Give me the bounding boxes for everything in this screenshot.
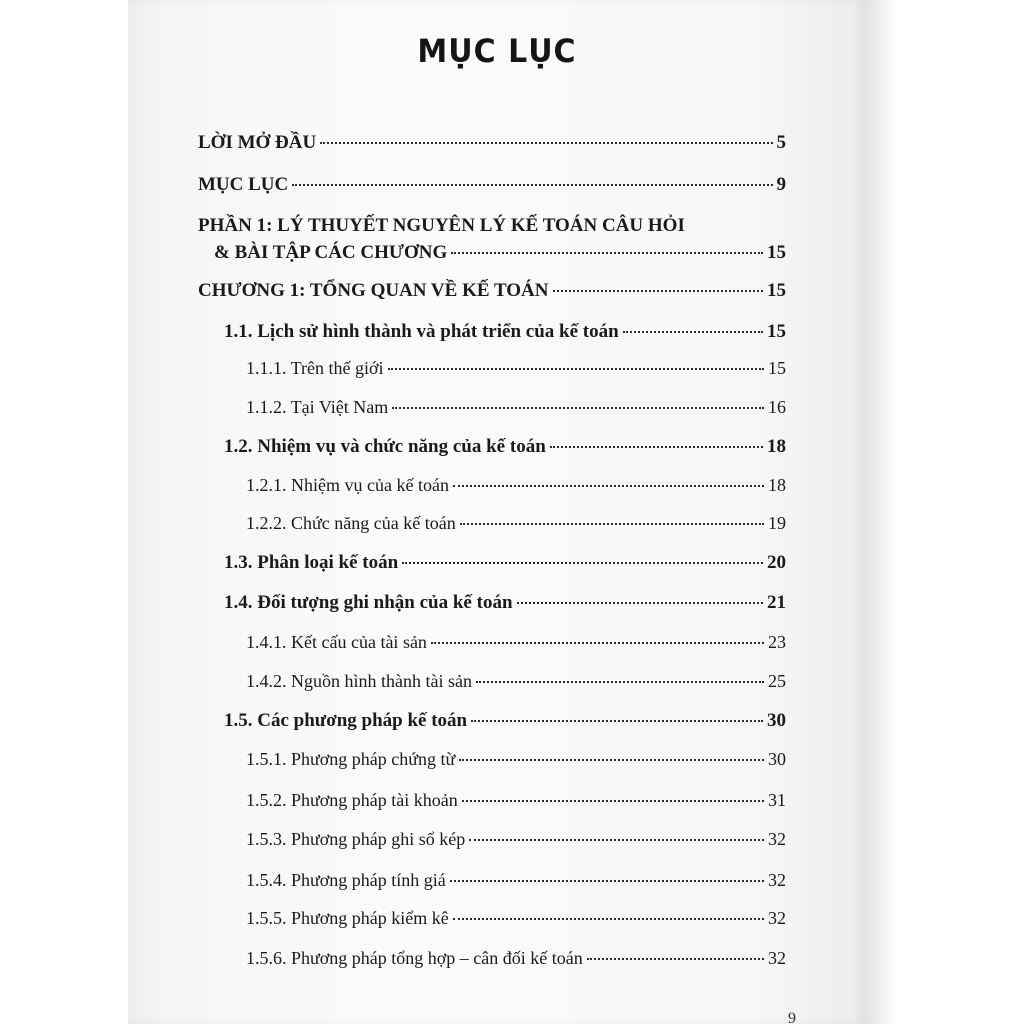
toc-entry-label: 1.5.2. Phương pháp tài khoản xyxy=(246,790,458,810)
dot-leader xyxy=(623,331,763,333)
dot-leader xyxy=(460,523,764,525)
toc-entry-1-5-6 xyxy=(246,948,786,969)
toc-entry-loi-mo-dau xyxy=(198,132,786,154)
dot-leader xyxy=(471,720,763,722)
toc-entry-label: 1.5.1. Phương pháp chứng từ xyxy=(246,749,456,769)
toc-entry-page: 5 xyxy=(776,132,786,153)
toc-entry-label: 1.2.1. Nhiệm vụ của kế toán xyxy=(246,475,449,495)
toc-entry-label: MỤC LỤC xyxy=(198,174,289,195)
toc-entry-label: 1.1.2. Tại Việt Nam xyxy=(246,397,389,417)
dot-leader xyxy=(476,681,764,683)
toc-entry-1-5-3 xyxy=(246,829,786,850)
dot-leader xyxy=(450,880,764,882)
toc-entry-label: 1.4.1. Kết cấu của tài sản xyxy=(246,632,427,652)
toc-entry-1-5-2 xyxy=(246,790,786,811)
toc-entry-label: 1.5.4. Phương pháp tính giá xyxy=(246,870,446,890)
toc-entry-label: LỜI MỞ ĐẦU xyxy=(198,132,317,153)
dot-leader xyxy=(388,368,764,370)
toc-entry-page: 16 xyxy=(768,397,786,417)
toc-entry-page: 18 xyxy=(768,475,786,495)
page-number: 9 xyxy=(788,1010,796,1024)
toc-entry-label: 1.5. Các phương pháp kế toán xyxy=(224,710,468,731)
dot-leader xyxy=(587,958,764,960)
toc-entry-page: 18 xyxy=(767,436,786,457)
dot-leader xyxy=(451,252,763,254)
page-edge-shadow xyxy=(866,0,896,1024)
dot-leader xyxy=(292,184,772,186)
dot-leader xyxy=(402,562,763,564)
toc-entry-1-2-2 xyxy=(246,513,786,534)
toc-entry-1-2-1 xyxy=(246,475,786,496)
toc-entry-muc-luc xyxy=(198,174,786,196)
toc-entry-page: 32 xyxy=(768,829,786,849)
toc-entry-1-3 xyxy=(224,552,786,574)
toc-entry-1-1-2 xyxy=(246,397,786,418)
toc-entry-page: 15 xyxy=(767,321,786,342)
toc-entry-label: 1.5.6. Phương pháp tổng hợp – cân đối kế toán xyxy=(246,948,583,968)
toc-entry-page: 20 xyxy=(767,552,786,573)
dot-leader xyxy=(550,446,763,448)
dot-leader xyxy=(431,642,764,644)
toc-entry-1-2 xyxy=(224,436,786,458)
dot-leader xyxy=(459,759,764,761)
toc-entry-label: 1.1.1. Trên thế giới xyxy=(246,358,384,378)
toc-entry-label: 1.5.3. Phương pháp ghi sổ kép xyxy=(246,829,466,849)
toc-entry-label: 1.4. Đối tượng ghi nhận của kế toán xyxy=(224,592,513,613)
dot-leader xyxy=(462,800,764,802)
toc-entry-chuong-1 xyxy=(198,280,786,302)
toc-entry-page: 15 xyxy=(768,358,786,378)
toc-entry-page: 32 xyxy=(768,870,786,890)
toc-entry-page: 9 xyxy=(776,174,786,195)
dot-leader xyxy=(517,602,763,604)
toc-entry-page: 31 xyxy=(768,790,786,810)
toc-entry-phan-1-line1: PHẦN 1: LÝ THUYẾT NGUYÊN LÝ KẾ TOÁN CÂU HỎI xyxy=(198,215,685,236)
toc-entry-page: 23 xyxy=(768,632,786,652)
toc-entry-label: & BÀI TẬP CÁC CHƯƠNG xyxy=(214,242,448,263)
toc-entry-page: 21 xyxy=(767,592,786,613)
toc-entry-page: 30 xyxy=(767,710,786,731)
toc-entry-page: 32 xyxy=(768,948,786,968)
dot-leader xyxy=(553,290,764,292)
dot-leader xyxy=(320,142,772,144)
dot-leader xyxy=(453,918,764,920)
dot-leader xyxy=(392,407,764,409)
toc-entry-1-5-1 xyxy=(246,749,786,770)
toc-entry-page: 32 xyxy=(768,908,786,928)
toc-entry-label: 1.3. Phân loại kế toán xyxy=(224,552,399,573)
toc-entry-label: 1.5.5. Phương pháp kiểm kê xyxy=(246,908,449,928)
toc-entry-label: 1.2.2. Chức năng của kế toán xyxy=(246,513,456,533)
toc-entry-page: 30 xyxy=(768,749,786,769)
toc-entry-page: 15 xyxy=(767,280,786,301)
dot-leader xyxy=(453,485,764,487)
toc-entry-1-5-5 xyxy=(246,908,786,929)
toc-entry-phan-1 xyxy=(214,242,786,264)
toc-entry-1-5-4 xyxy=(246,870,786,891)
page-title: MỤC LỤC xyxy=(417,32,577,71)
toc-entry-1-4-1 xyxy=(246,632,786,653)
book-page xyxy=(128,0,866,1024)
toc-entry-page: 25 xyxy=(768,671,786,691)
toc-entry-1-5 xyxy=(224,710,786,732)
left-margin xyxy=(0,0,128,1024)
toc-entry-1-4-2 xyxy=(246,671,786,692)
toc-entry-1-1-1 xyxy=(246,358,786,379)
dot-leader xyxy=(469,839,764,841)
toc-entry-label: CHƯƠNG 1: TỔNG QUAN VỀ KẾ TOÁN xyxy=(198,280,549,301)
toc-entry-1-4 xyxy=(224,592,786,614)
toc-entry-page: 15 xyxy=(767,242,786,263)
toc-entry-label: 1.4.2. Nguồn hình thành tài sản xyxy=(246,671,472,691)
toc-entry-label: 1.1. Lịch sử hình thành và phát triển của kế toán xyxy=(224,321,619,342)
table-of-contents xyxy=(128,0,866,1024)
toc-entry-page: 19 xyxy=(768,513,786,533)
toc-entry-1-1 xyxy=(224,321,786,343)
toc-entry-label: 1.2. Nhiệm vụ và chức năng của kế toán xyxy=(224,436,546,457)
